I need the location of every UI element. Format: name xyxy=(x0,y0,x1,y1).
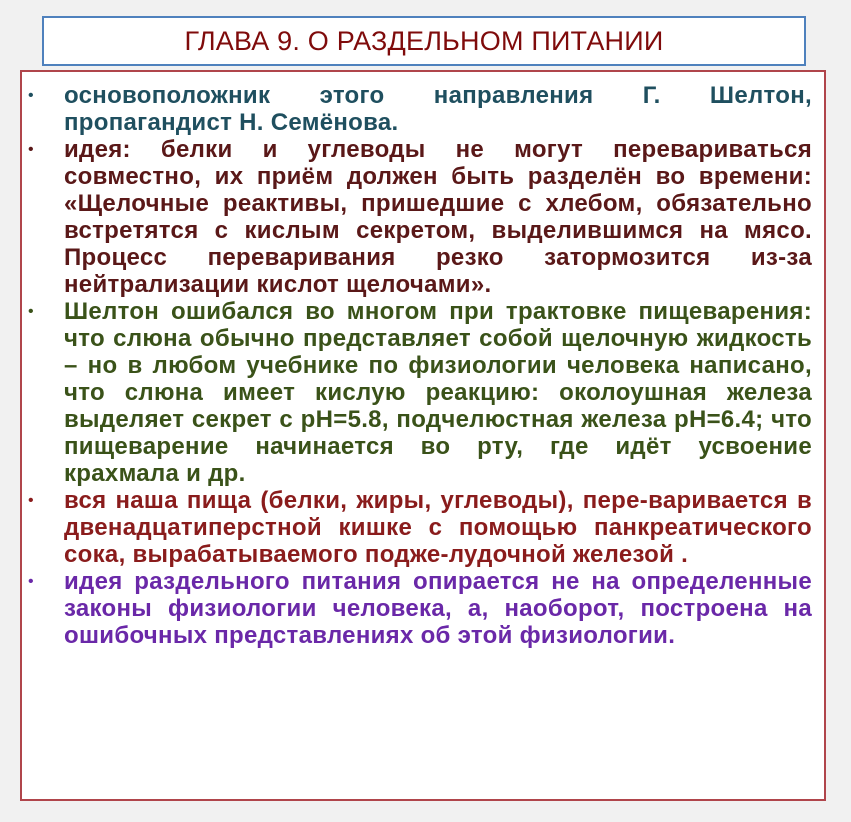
bullet-text-digestion: вся наша пища (белки, жиры, углеводы), пере-варивается в двенадцатиперстной кишке с помощью панкреатического сока, вырабатываемого подже-лудочной железой . xyxy=(64,487,812,568)
bullet-text-founder: основоположник этого направления Г. Шелтон, пропагандист Н. Семёнова. xyxy=(64,82,812,136)
bullet-item-digestion xyxy=(22,487,824,568)
slide-title: ГЛАВА 9. О РАЗДЕЛЬНОМ ПИТАНИИ xyxy=(184,25,664,56)
bullet-dot-icon: • xyxy=(28,492,34,509)
bullet-dot-icon: • xyxy=(28,573,34,590)
bullet-item-founder xyxy=(22,82,824,136)
bullet-dot-icon: • xyxy=(28,87,34,104)
bullet-dot-icon: • xyxy=(28,303,34,320)
bullet-text-idea: идея: белки и углеводы не могут перевариваться совместно, их приём должен быть разделён во времени: «Щелочные реактивы, пришедшие с хлебом, обязательно встретятся с кислым секретом, выделившимся на мясо. Процесс переваривания резко затормозится из-за нейтрализации кислот щелочами». xyxy=(64,136,812,298)
bullet-item-idea xyxy=(22,136,824,298)
slide-title-box xyxy=(42,16,806,66)
bullet-item-conclusion xyxy=(22,568,824,649)
bullet-list xyxy=(22,82,824,649)
bullet-text-conclusion: идея раздельного питания опирается не на определенные законы физиологии человека, а, наоборот, построена на ошибочных представлениях об этой физиологии. xyxy=(64,568,812,649)
content-box xyxy=(20,70,826,801)
bullet-dot-icon: • xyxy=(28,141,34,158)
bullet-item-shelton-error xyxy=(22,298,824,487)
bullet-text-shelton-error: Шелтон ошибался во многом при трактовке пищеварения: что слюна обычно представляет собой щелочную жидкость – но в любом учебнике по физиологии человека написано, что слюна имеет кислую реакцию: околоушная железа выделяет секрет с pH=5.8, подчелюстная железа pH=6.4; что пищеварение начинается во рту, где идёт усвоение крахмала и др. xyxy=(64,298,812,487)
